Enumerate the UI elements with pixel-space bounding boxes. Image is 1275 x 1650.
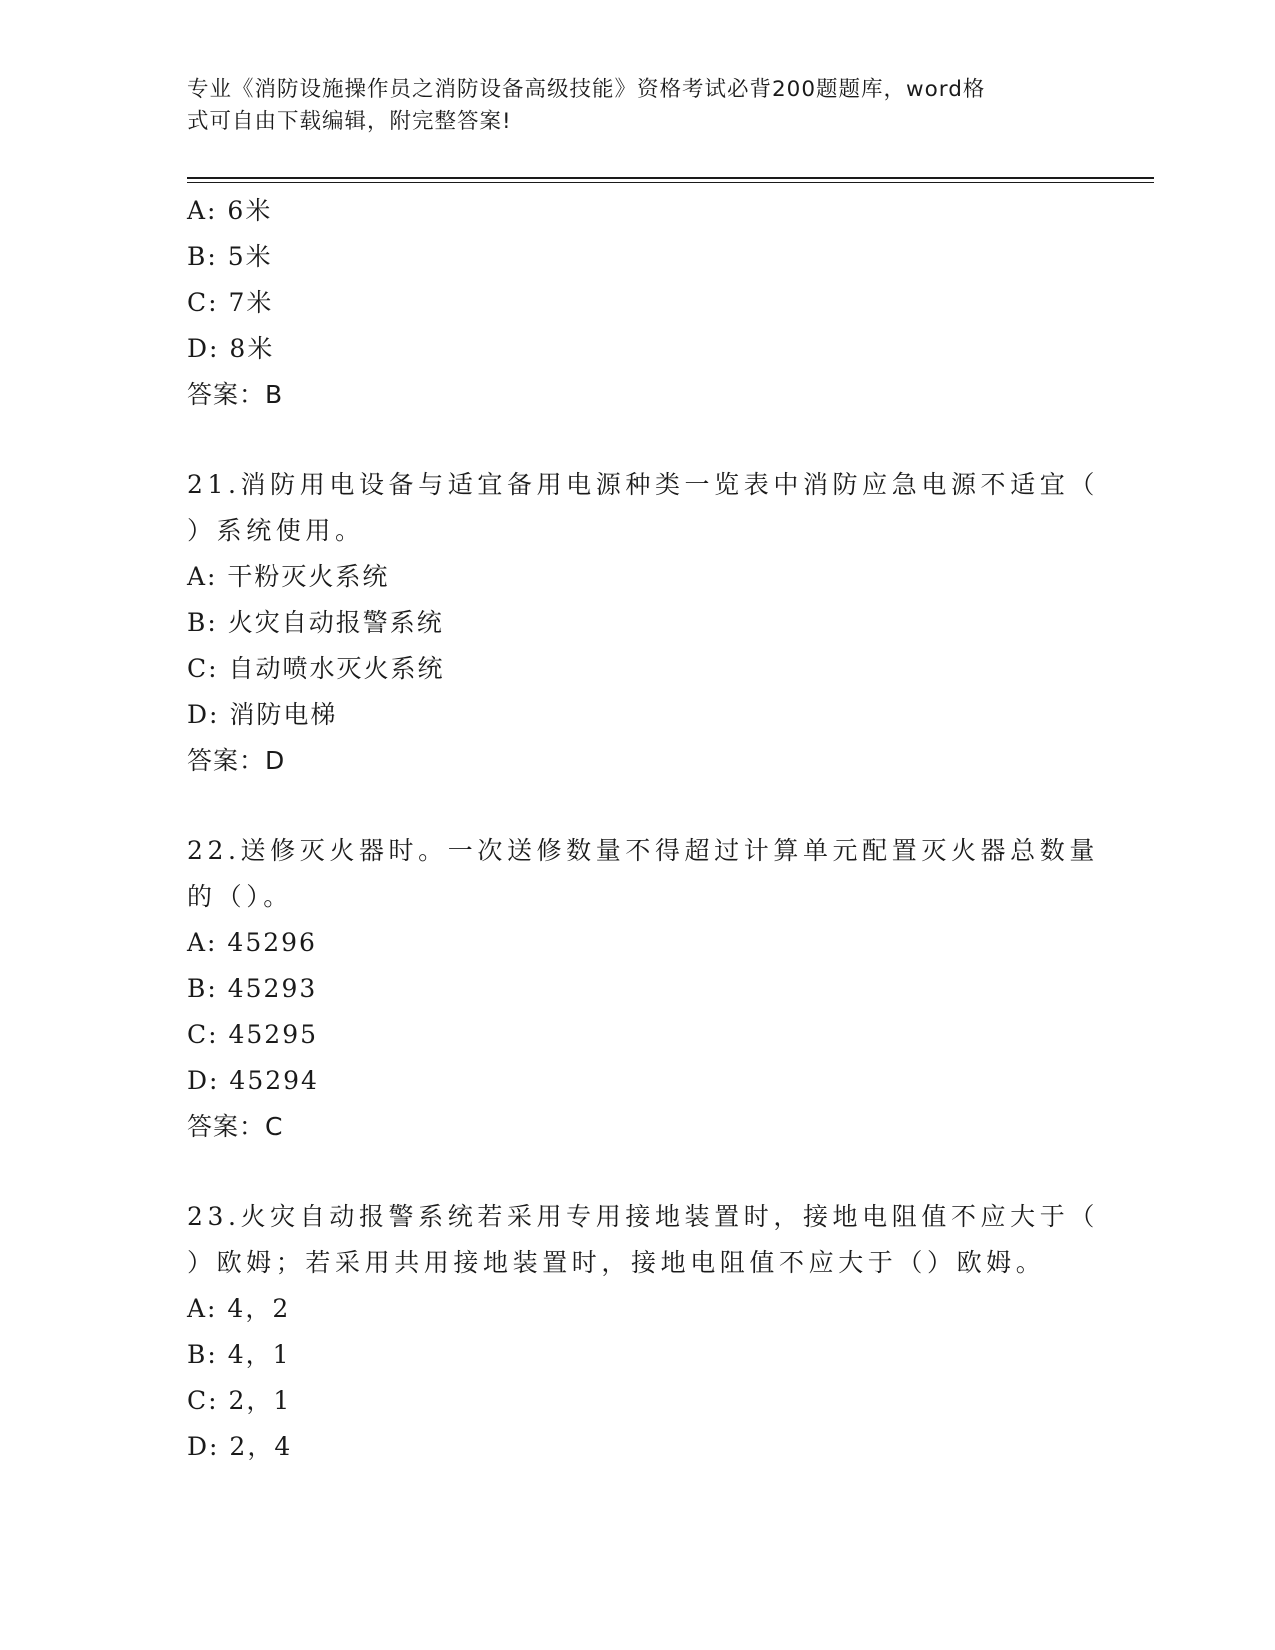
option-c: C: 7米 (187, 288, 274, 317)
option-b: B: 45293 (187, 974, 318, 1003)
answer: 答案：D (187, 746, 286, 775)
header-divider-thin (187, 182, 1154, 183)
answer: 答案：B (187, 380, 284, 409)
option-a: A: 干粉灭火系统 (187, 562, 390, 591)
option-b: B: 5米 (187, 242, 273, 271)
question-23 (187, 1194, 1099, 1470)
option-d: D: 消防电梯 (187, 700, 338, 729)
question-text (187, 462, 1099, 554)
header-line-2: 式可自由下载编辑，附完整答案! (187, 109, 512, 134)
question-text-line-1: 21.消防用电设备与适宜备用电源种类一览表中消防应急电源不适宜（ (187, 470, 1099, 499)
question-list (187, 188, 1099, 1470)
question-22 (187, 828, 1099, 1150)
question-text-line-1: 23.火灾自动报警系统若采用专用接地装置时，接地电阻值不应大于（ (187, 1202, 1099, 1231)
document-header (187, 74, 1067, 138)
question-20-tail (187, 188, 1087, 418)
option-a: A: 6米 (187, 196, 273, 225)
question-text-line-2: 的（）。 (187, 882, 293, 911)
option-d: D: 45294 (187, 1066, 319, 1095)
question-text (187, 828, 1099, 920)
question-text-line-2: ）系统使用。 (187, 516, 365, 545)
option-a: A: 4，2 (187, 1294, 291, 1323)
question-text (187, 1194, 1099, 1286)
option-b: B: 火灾自动报警系统 (187, 608, 444, 637)
option-a: A: 45296 (187, 928, 317, 957)
answer: 答案：C (187, 1112, 284, 1141)
option-d: D: 8米 (187, 334, 275, 363)
option-b: B: 4，1 (187, 1340, 291, 1369)
option-d: D: 2，4 (187, 1432, 293, 1461)
option-c: C: 自动喷水灭火系统 (187, 654, 445, 683)
header-line-1: 专业《消防设施操作员之消防设备高级技能》资格考试必背200题题库，word格 (187, 77, 986, 102)
header-divider-thick (187, 177, 1154, 179)
question-text-line-2: ）欧姆；若采用共用接地装置时，接地电阻值不应大于（）欧姆。 (187, 1248, 1046, 1277)
question-text-line-1: 22.送修灭火器时。一次送修数量不得超过计算单元配置灭火器总数量 (187, 836, 1099, 865)
option-c: C: 45295 (187, 1020, 319, 1049)
option-c: C: 2，1 (187, 1386, 292, 1415)
question-21 (187, 462, 1099, 784)
